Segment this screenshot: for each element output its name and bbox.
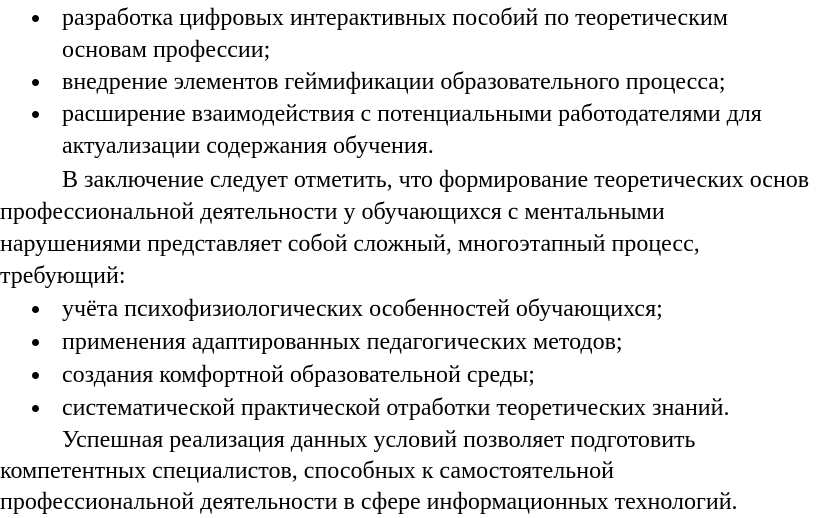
list-item-line: основам профессии; — [62, 37, 271, 63]
list-item-line: применения адаптированных педагогических методов; — [62, 329, 623, 355]
list-item-line: разработка цифровых интерактивных пособий по теоретическим — [62, 5, 728, 31]
list-item-line: создания комфортной образовательной среды; — [62, 362, 535, 388]
paragraph-line: профессиональной деятельности у обучающихся с ментальными — [0, 199, 665, 225]
list-item-line: актуализации содержания обучения. — [62, 133, 434, 159]
paragraph-line: профессиональной деятельности в сфере информационных технологий. — [0, 489, 738, 515]
bullet-marker — [32, 339, 39, 346]
bullet-marker — [32, 15, 39, 22]
list-item-line: расширение взаимодействия с потенциальными работодателями для — [62, 101, 762, 127]
paragraph-line: компетентных специалистов, способных к самостоятельной — [0, 458, 614, 484]
bullet-marker — [32, 111, 39, 118]
paragraph-line: требующий: — [0, 263, 126, 289]
bullet-marker — [32, 372, 39, 379]
paragraph-line: нарушениями представляет собой сложный, многоэтапный процесс, — [0, 231, 700, 257]
bullet-marker — [32, 79, 39, 86]
list-item-line: учёта психофизиологических особенностей обучающихся; — [62, 296, 663, 322]
bullet-marker — [32, 306, 39, 313]
paragraph-line: В заключение следует отметить, что формирование теоретических основ — [62, 167, 810, 193]
paragraph-line: Успешная реализация данных условий позволяет подготовить — [62, 427, 696, 453]
bullet-marker — [32, 405, 39, 412]
list-item-line: внедрение элементов геймификации образовательного процесса; — [62, 69, 726, 95]
list-item-line: систематической практической отработки теоретических знаний. — [62, 395, 730, 421]
